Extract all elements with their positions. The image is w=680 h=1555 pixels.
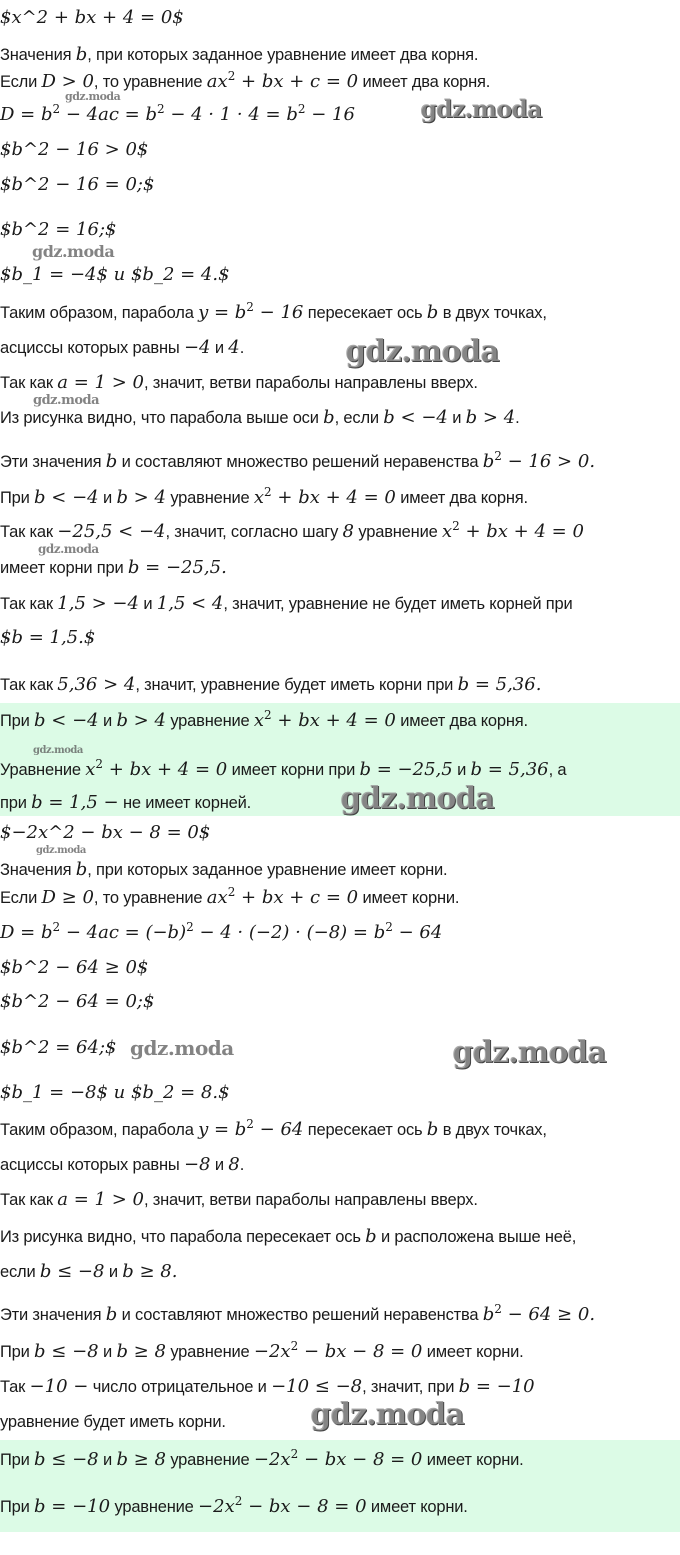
math-expression: b > 4 bbox=[116, 487, 166, 508]
text: . bbox=[515, 409, 520, 427]
text: и bbox=[447, 409, 466, 427]
math-expression: b bbox=[323, 407, 335, 428]
math-expression: $y = b^2 - 16$ bbox=[198, 300, 304, 323]
math-expression: $b^2 - 16 > 0$. bbox=[482, 449, 596, 472]
math-expression: b ≤ −8 bbox=[39, 1261, 105, 1282]
text: уравнение bbox=[165, 489, 254, 507]
text: имеет корни. bbox=[422, 1451, 524, 1469]
watermark: gdz.moda bbox=[33, 745, 83, 756]
text: , то уравнение bbox=[93, 73, 207, 91]
text: , при которых заданное уравнение имеет два корня. bbox=[87, 46, 479, 64]
text: в двух точках, bbox=[438, 1121, 547, 1139]
math-expression: $x^2$ + bx + 4 = 0 bbox=[253, 708, 396, 731]
math-expression: D ≥ 0 bbox=[41, 887, 94, 908]
text: Так как bbox=[0, 523, 58, 541]
text-line bbox=[0, 69, 491, 92]
watermark: gdz.moda bbox=[452, 1035, 606, 1070]
text-line bbox=[0, 519, 584, 542]
text: . bbox=[239, 339, 245, 357]
text: Так как bbox=[0, 1191, 58, 1209]
math-expression: $b^2 - 64 \ge 0$. bbox=[482, 1302, 596, 1325]
math-expression: b = −10 bbox=[458, 1376, 535, 1397]
text: имеет два корня. bbox=[358, 73, 491, 91]
text: Таким образом, парабола bbox=[0, 1121, 199, 1139]
math-expression: b = −25,5. bbox=[127, 557, 227, 578]
text-line bbox=[0, 449, 596, 472]
text: Уравнение bbox=[0, 761, 86, 779]
text-line bbox=[0, 338, 244, 358]
text: не имеет корней. bbox=[118, 794, 252, 812]
text: уравнение bbox=[165, 1343, 254, 1361]
text: имеет корни. bbox=[366, 1498, 468, 1516]
math-expression: b ≤ −8 bbox=[34, 1341, 99, 1362]
math-expression: b bbox=[105, 451, 118, 472]
math-expression: b bbox=[75, 44, 88, 65]
text-line bbox=[0, 860, 447, 880]
watermark: gdz.moda bbox=[420, 94, 542, 123]
text: и bbox=[98, 1451, 117, 1469]
text-line bbox=[0, 1412, 226, 1432]
text: имеет корни. bbox=[358, 889, 460, 907]
math-expression: b bbox=[75, 859, 88, 880]
math-expression: b < −4 bbox=[383, 407, 448, 428]
text: , значит, согласно шагу bbox=[165, 523, 343, 541]
text: , значит, при bbox=[362, 1378, 459, 1396]
math-expression: 5,36 > 4 bbox=[57, 674, 136, 695]
text: при bbox=[0, 794, 32, 812]
math-expression: $-2x^2$ − bx − 8 = 0 bbox=[253, 1447, 423, 1470]
text: и расположена выше неё, bbox=[376, 1228, 577, 1246]
text: При bbox=[0, 1498, 35, 1516]
math-expression: b bbox=[426, 302, 439, 323]
text: в двух точках, bbox=[438, 304, 547, 322]
math-expression: a = 1 > 0 bbox=[57, 372, 144, 393]
text: , а bbox=[548, 761, 567, 779]
math-expression: −8 bbox=[183, 1154, 211, 1175]
text: Так bbox=[0, 1378, 30, 1396]
text: , значит, ветви параболы направлены вверх. bbox=[143, 374, 478, 392]
text: число отрицательное и bbox=[88, 1378, 272, 1396]
text: уравнение bbox=[354, 523, 442, 541]
math-expression: −10 − bbox=[29, 1376, 89, 1397]
math-expression: −25,5 < −4 bbox=[57, 521, 166, 542]
text-line bbox=[0, 1494, 468, 1517]
math-expression: $D = b^2 - 4ac = b^2 - 4 \cdot 1 \cdot 4 = b^2 - 16$ bbox=[0, 102, 355, 125]
math-expression: 1,5 < 4 bbox=[156, 593, 224, 614]
math-expression: $-2x^2$ − bx − 8 = 0 bbox=[253, 1339, 423, 1362]
math-line: $b = 1,5.$ bbox=[0, 627, 96, 648]
math-expression: b ≥ 8. bbox=[122, 1261, 178, 1282]
text: уравнение будет иметь корни. bbox=[0, 1413, 226, 1431]
text: уравнение bbox=[165, 712, 254, 730]
text: , то уравнение bbox=[93, 889, 207, 907]
text: имеет корни при bbox=[227, 761, 360, 779]
math-expression: b > 4 bbox=[116, 710, 166, 731]
math-expression: 8 bbox=[342, 521, 354, 542]
math-expression: $x^2$ + bx + 4 = 0 bbox=[85, 757, 228, 780]
math-expression: $ax^2$ + bx + c = 0 bbox=[206, 885, 359, 908]
text: При bbox=[0, 1451, 35, 1469]
math-line: $b^2 − 16 > 0$ bbox=[0, 139, 149, 160]
text: и составляют множество решений неравенства bbox=[117, 453, 483, 471]
text-line bbox=[0, 1227, 576, 1247]
math-line: $b^2 − 64 = 0;$ bbox=[0, 991, 155, 1012]
math-expression: $D = b^2 - 4ac = (-b)^2 - 4 \cdot (-2) \cdot (-8) = b^2 - 64$ bbox=[0, 920, 443, 943]
text-line bbox=[0, 920, 443, 943]
watermark: gdz.moda bbox=[65, 90, 121, 103]
text-line bbox=[0, 757, 567, 780]
math-expression: b < −4 bbox=[34, 710, 99, 731]
text: , значит, ветви параболы направлены вверх. bbox=[143, 1191, 478, 1209]
text: имеет корни. bbox=[422, 1343, 524, 1361]
math-expression: −10 ≤ −8 bbox=[271, 1376, 363, 1397]
math-line: $b^2 − 16 = 0;$ bbox=[0, 174, 155, 195]
math-expression: b ≥ 8 bbox=[116, 1449, 166, 1470]
text: и bbox=[98, 1343, 117, 1361]
text: и составляют множество решений неравенства bbox=[117, 1306, 483, 1324]
math-line: $b^2 = 64;$ bbox=[0, 1037, 117, 1058]
text: и bbox=[98, 712, 117, 730]
text-line bbox=[0, 675, 541, 695]
text: если bbox=[0, 1263, 40, 1281]
watermark: gdz.moda bbox=[310, 1397, 464, 1432]
text-line bbox=[0, 1190, 478, 1210]
text: Эти значения bbox=[0, 453, 106, 471]
math-expression: $x^2$ + bx + 4 = 0 bbox=[441, 519, 584, 542]
text-line bbox=[0, 1339, 524, 1362]
math-expression: b = −10 bbox=[34, 1496, 111, 1517]
text: и bbox=[138, 595, 157, 613]
watermark: gdz.moda bbox=[32, 242, 115, 261]
text: имеет два корня. bbox=[395, 489, 528, 507]
text-line bbox=[0, 300, 547, 323]
text: и bbox=[452, 761, 471, 779]
text: При bbox=[0, 1343, 35, 1361]
text-line bbox=[0, 485, 528, 508]
math-expression: D > 0 bbox=[41, 71, 94, 92]
text-line bbox=[0, 1447, 524, 1470]
watermark: gdz.moda bbox=[36, 845, 86, 856]
text: уравнение bbox=[165, 1451, 254, 1469]
text: асциссы которых равны bbox=[0, 339, 184, 357]
watermark: gdz.moda bbox=[130, 1036, 234, 1060]
math-expression: $y = b^2 - 64$ bbox=[198, 1117, 304, 1140]
text: пересекает ось bbox=[303, 1121, 427, 1139]
text: Эти значения bbox=[0, 1306, 106, 1324]
text-line bbox=[0, 1262, 177, 1282]
text: уравнение bbox=[110, 1498, 199, 1516]
math-expression: −4 bbox=[183, 337, 211, 358]
math-expression: b > 4 bbox=[465, 407, 516, 428]
text: При bbox=[0, 489, 35, 507]
text: имеет корни при bbox=[0, 559, 128, 577]
text: , при которых заданное уравнение имеет корни. bbox=[87, 861, 448, 879]
watermark: gdz.moda bbox=[340, 781, 494, 816]
math-expression: 4 bbox=[228, 337, 240, 358]
math-expression: b bbox=[426, 1119, 439, 1140]
math-expression: 8 bbox=[228, 1154, 240, 1175]
text: пересекает ось bbox=[303, 304, 427, 322]
text: Так как bbox=[0, 374, 58, 392]
text: Из рисунка видно, что парабола выше оси bbox=[0, 409, 324, 427]
text: , значит, уравнение не будет иметь корней при bbox=[223, 595, 573, 613]
math-expression: 1,5 > −4 bbox=[57, 593, 139, 614]
text-line bbox=[0, 793, 251, 813]
text-line bbox=[0, 594, 572, 614]
text-line bbox=[0, 373, 478, 393]
text-line bbox=[0, 885, 460, 908]
math-line: $b_1 = −8$ и $b_2 = 8.$ bbox=[0, 1082, 230, 1103]
text-line bbox=[0, 1377, 535, 1397]
text: асциссы которых равны bbox=[0, 1156, 184, 1174]
watermark: gdz.moda bbox=[33, 393, 100, 408]
math-expression: b < −4 bbox=[34, 487, 99, 508]
math-expression: b = 5,36 bbox=[470, 759, 549, 780]
text: Так как bbox=[0, 676, 58, 694]
text: , если bbox=[334, 409, 384, 427]
text: , значит, уравнение будет иметь корни при bbox=[135, 676, 458, 694]
text: и bbox=[98, 489, 117, 507]
math-expression: b = −25,5 bbox=[359, 759, 453, 780]
math-expression: $-2x^2$ − bx − 8 = 0 bbox=[198, 1494, 367, 1517]
math-line: $b^2 − 64 ≥ 0$ bbox=[0, 957, 149, 978]
text-line bbox=[0, 1117, 547, 1140]
text: Если bbox=[0, 889, 42, 907]
text: Если bbox=[0, 73, 42, 91]
text-line bbox=[0, 708, 528, 731]
math-expression: $ax^2$ + bx + c = 0 bbox=[206, 69, 359, 92]
math-expression: a = 1 > 0 bbox=[57, 1189, 144, 1210]
text-line bbox=[0, 1302, 596, 1325]
watermark: gdz.moda bbox=[345, 334, 499, 369]
math-expression: $x^2$ + bx + 4 = 0 bbox=[253, 485, 396, 508]
text-line bbox=[0, 1155, 244, 1175]
math-line: $b_1 = −4$ и $b_2 = 4.$ bbox=[0, 264, 230, 285]
math-expression: b bbox=[105, 1304, 118, 1325]
text-line bbox=[0, 102, 355, 125]
text-line bbox=[0, 45, 478, 65]
text: Значения bbox=[0, 46, 76, 64]
text: Так как bbox=[0, 595, 58, 613]
math-expression: b = 1,5 − bbox=[31, 792, 119, 813]
math-expression: b = 5,36. bbox=[457, 674, 542, 695]
text: Значения bbox=[0, 861, 76, 879]
math-expression: b bbox=[365, 1226, 377, 1247]
text: При bbox=[0, 712, 35, 730]
math-expression: b ≥ 8 bbox=[116, 1341, 166, 1362]
text: Из рисунка видно, что парабола пересекает ось bbox=[0, 1228, 366, 1246]
math-line: $x^2 + bx + 4 = 0$ bbox=[0, 7, 184, 28]
text: и bbox=[210, 1156, 229, 1174]
text: и bbox=[210, 339, 229, 357]
text-line bbox=[0, 408, 520, 428]
text: и bbox=[104, 1263, 123, 1281]
text: Таким образом, парабола bbox=[0, 304, 199, 322]
watermark: gdz.moda bbox=[38, 542, 99, 556]
text: имеет два корня. bbox=[395, 712, 528, 730]
math-line: $−2x^2 − bx − 8 = 0$ bbox=[0, 822, 211, 843]
math-expression: b ≤ −8 bbox=[34, 1449, 99, 1470]
text-line bbox=[0, 558, 227, 578]
math-line: $b^2 = 16;$ bbox=[0, 219, 117, 240]
text: . bbox=[239, 1156, 245, 1174]
